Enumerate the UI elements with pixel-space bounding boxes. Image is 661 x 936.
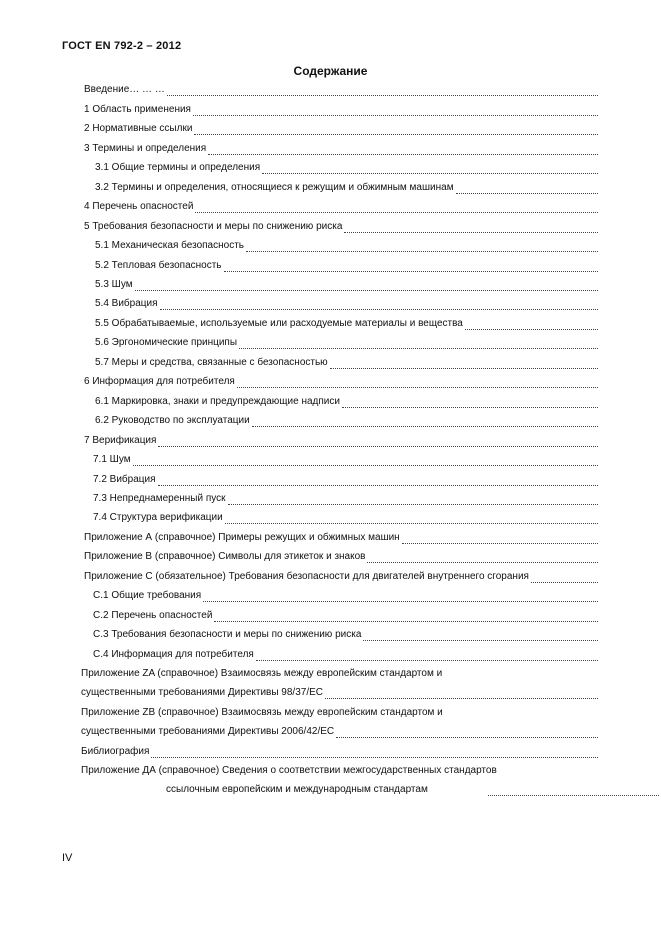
dot-leader	[193, 106, 598, 116]
toc-entry[interactable]	[84, 102, 598, 116]
dot-leader	[488, 786, 659, 796]
dot-leader	[225, 514, 598, 524]
dot-leader	[252, 417, 598, 427]
toc-entry-label: 5.6 Эргономические принципы	[95, 337, 238, 348]
dot-leader	[167, 86, 598, 96]
dot-leader	[367, 553, 598, 563]
toc-entry-label: 4 Перечень опасностей	[84, 201, 194, 212]
toc-entry-label: 7.1 Шум	[93, 454, 131, 465]
toc-entry[interactable]	[81, 724, 598, 738]
dot-leader	[325, 689, 598, 699]
toc-entry-label: Приложение А (справочное) Примеры режущих и обжимных машин	[84, 532, 400, 543]
dot-leader	[135, 281, 598, 291]
toc-entry[interactable]	[95, 394, 598, 408]
dot-leader	[195, 203, 598, 213]
dot-leader	[402, 534, 598, 544]
dot-leader	[158, 437, 598, 447]
toc-entry-label: 5.1 Механическая безопасность	[95, 240, 244, 251]
page-number: IV	[62, 852, 73, 864]
toc-entry[interactable]	[84, 141, 598, 155]
toc-entry[interactable]	[93, 608, 598, 622]
toc-entry[interactable]	[84, 199, 598, 213]
toc-entry-label: Приложение С (обязательное) Требования безопасности для двигателей внутреннего сгорания	[84, 571, 529, 582]
toc-entry-label: С.4 Информация для потребителя	[93, 649, 254, 660]
toc-entry[interactable]	[95, 238, 598, 252]
dot-leader	[344, 223, 598, 233]
toc-entry-label: 3.1 Общие термины и определения	[95, 162, 261, 173]
toc-entry[interactable]	[84, 121, 598, 135]
toc-entry-label: Приложение ZA (справочное) Взаимосвязь между европейским стандартом и	[81, 668, 443, 679]
dot-leader	[465, 320, 598, 330]
toc-entry[interactable]	[93, 627, 598, 641]
toc-entry-label: С.2 Перечень опасностей	[93, 610, 213, 621]
toc-entry-label: ссылочным европейским и международным стандартам	[166, 784, 428, 795]
toc-entry[interactable]	[84, 374, 598, 388]
toc-entry-label: 5.3 Шум	[95, 279, 133, 290]
toc-entry[interactable]	[81, 705, 598, 719]
standard-designation: ГОСТ EN 792-2 – 2012	[62, 40, 182, 52]
toc-entry-label: 5.2 Тепловая безопасность	[95, 260, 222, 271]
toc-entry[interactable]	[81, 685, 598, 699]
dot-leader	[239, 339, 598, 349]
toc-entry-label: 6.2 Руководство по эксплуатации	[95, 415, 250, 426]
dot-leader	[237, 378, 598, 388]
dot-leader	[151, 748, 598, 758]
dot-leader	[214, 612, 598, 622]
toc-entry[interactable]	[93, 472, 598, 486]
toc-entry-label: Приложение ZB (справочное) Взаимосвязь между европейским стандартом и	[81, 707, 443, 718]
toc-entry-label: Приложение ДА (справочное) Сведения о соответствии межгосударственных стандартов	[81, 765, 497, 776]
dot-leader	[158, 476, 598, 486]
toc-entry[interactable]	[95, 258, 598, 272]
toc-entry[interactable]	[93, 491, 598, 505]
toc-entry[interactable]	[95, 413, 598, 427]
toc-entry-label: 7.4 Структура верификации	[93, 512, 223, 523]
toc-entry-label: Приложение В (справочное) Символы для этикеток и знаков	[84, 551, 366, 562]
toc-entry-label: 6.1 Маркировка, знаки и предупреждающие надписи	[95, 396, 340, 407]
toc-entry-label: 5.5 Обрабатываемые, используемые или расходуемые материалы и вещества	[95, 318, 463, 329]
toc-entry-label: 3 Термины и определения	[84, 143, 207, 154]
dot-leader	[363, 631, 598, 641]
toc-entry-label: Введение… … …	[84, 84, 165, 95]
toc-entry-label: 7.2 Вибрация	[93, 474, 156, 485]
toc-entry[interactable]	[81, 744, 598, 758]
toc-entry[interactable]	[95, 277, 598, 291]
toc-entry[interactable]	[81, 763, 598, 777]
toc-entry[interactable]	[95, 180, 598, 194]
toc-entry[interactable]	[95, 316, 598, 330]
toc-entry-label: существенными требованиями Директивы 98/37/ЕС	[81, 687, 324, 698]
toc-entry-label: 7 Верификация	[84, 435, 157, 446]
toc-entry-label: 5 Требования безопасности и меры по снижению риска	[84, 221, 343, 232]
dot-leader	[228, 495, 598, 505]
toc-entry-label: существенными требованиями Директивы 2006/42/ЕС	[81, 726, 335, 737]
toc-entry[interactable]	[84, 82, 598, 96]
toc-entry[interactable]	[95, 160, 598, 174]
toc-entry-label: С.1 Общие требования	[93, 590, 202, 601]
toc-entry-label: 3.2 Термины и определения, относящиеся к режущим и обжимным машинам	[95, 182, 454, 193]
toc-entry[interactable]	[95, 296, 598, 310]
dot-leader	[160, 300, 598, 310]
toc-entry[interactable]	[95, 355, 598, 369]
dot-leader	[224, 262, 598, 272]
dot-leader	[262, 164, 598, 174]
dot-leader	[531, 573, 598, 583]
toc-entry-label: С.3 Требования безопасности и меры по снижению риска	[93, 629, 362, 640]
toc-entry[interactable]	[84, 433, 598, 447]
toc-entry[interactable]	[93, 647, 598, 661]
toc-entry[interactable]	[95, 335, 598, 349]
toc-entry-label: 2 Нормативные ссылки	[84, 123, 193, 134]
toc-entry[interactable]	[93, 510, 598, 524]
dot-leader	[208, 145, 598, 155]
page-title: Содержание	[293, 64, 368, 78]
toc-entry[interactable]	[93, 452, 598, 466]
toc-entry-label: 5.7 Меры и средства, связанные с безопасностью	[95, 357, 328, 368]
dot-leader	[256, 651, 598, 661]
dot-leader	[342, 398, 598, 408]
toc-entry[interactable]	[84, 549, 598, 563]
toc-entry[interactable]	[93, 588, 598, 602]
toc-entry[interactable]	[81, 666, 598, 680]
dot-leader	[203, 592, 598, 602]
toc-entry[interactable]	[166, 782, 659, 796]
toc-entry-label: 5.4 Вибрация	[95, 298, 158, 309]
dot-leader	[330, 359, 598, 369]
dot-leader	[336, 728, 598, 738]
dot-leader	[194, 125, 598, 135]
dot-leader	[246, 242, 598, 252]
dot-leader	[133, 456, 598, 466]
toc-entry-label: 1 Область применения	[84, 104, 191, 115]
toc-entry-label: Библиография	[81, 746, 150, 757]
toc-entry[interactable]	[84, 219, 598, 233]
toc-entry[interactable]	[84, 569, 598, 583]
toc-entry[interactable]	[84, 530, 598, 544]
toc-entry-label: 7.3 Непреднамеренный пуск	[93, 493, 226, 504]
dot-leader	[456, 184, 598, 194]
toc-entry-label: 6 Информация для потребителя	[84, 376, 235, 387]
